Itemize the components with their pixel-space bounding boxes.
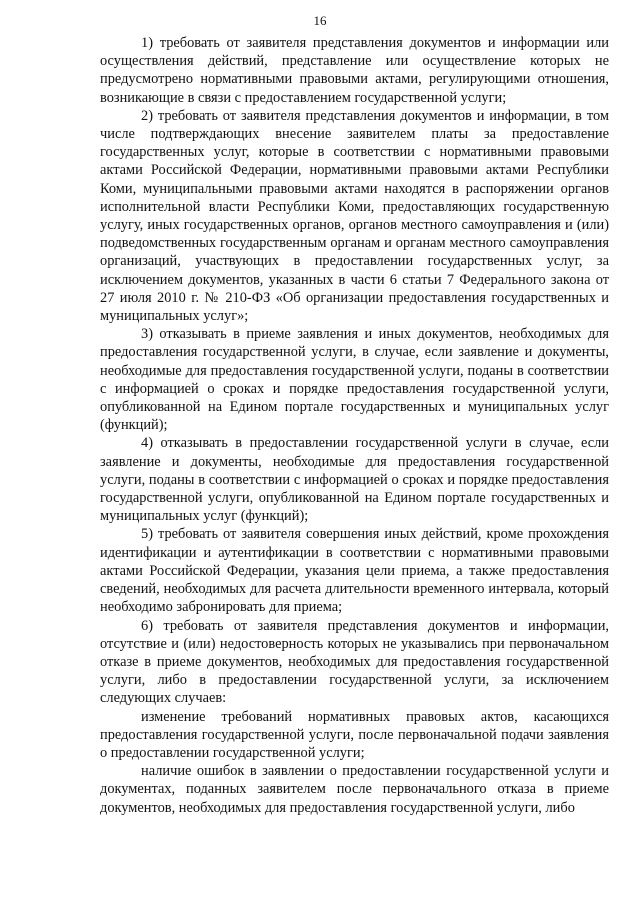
document-body (100, 34, 609, 817)
paragraph-5: 5) требовать от заявителя совершения иных действий, кроме прохождения идентификации и аутентификации в соответствии с нормативными правовыми актами Российской Федерации, указания цели приема, а также предоставления сведений, необходимых для расчета длительности временного интервала, который необходимо забронировать для приема; (100, 526, 609, 616)
paragraph-7: изменение требований нормативных правовых актов, касающихся предоставления государственной услуги, после первоначальной подачи заявления о предоставлении государственной услуги; (100, 708, 609, 761)
paragraph-8: наличие ошибок в заявлении о предоставлении государственной услуги и документах, поданных заявителем после первоначального отказа в приеме документов, необходимых для предоставления государственной услуги, либо (100, 763, 609, 816)
paragraph-2: 2) требовать от заявителя представления документов и информации, в том числе подтверждающих внесение заявителем платы за предоставление государственных услуг, которые в соответствии с нормативными правовыми актами Российской Федерации, нормативными правовыми актами Республики Коми, муниципальными правовыми актами находятся в распоряжении органов исполнительной власти Республики Коми, предоставляющих государственную услугу, иных государственных органов, органов местного самоуправления и (или) подведомственных государственным органам и органам местного самоуправления организаций, участвующих в предоставлении государственных услуг, за исключением документов, указанных в части 6 статьи 7 Федерального закона от 27 июля 2010 г. № 210-ФЗ «Об организации предоставления государственных и муниципальных услуг»; (100, 107, 609, 325)
paragraph-6: 6) требовать от заявителя представления документов и информации, отсутствие и (или) недостоверность которых не указывались при первоначальном отказе в приеме документов, необходимых для предоставления государственной услуги, либо в предоставлении государственной услуги, за исключением следующих случаев: (100, 617, 609, 707)
paragraph-4: 4) отказывать в предоставлении государственной услуги в случае, если заявление и документы, необходимые для предоставления государственной услуги, поданы в соответствии с информацией о сроках и порядке предоставления государственной услуги, опубликованной на Едином портале государственных и муниципальных услуг (функций); (100, 435, 609, 525)
paragraph-1: 1) требовать от заявителя представления документов и информации или осуществления действий, представление или осуществление которых не предусмотрено нормативными правовыми актами, регулирующими отношения, возникающие в связи с предоставлением государственной услуги; (100, 35, 609, 106)
page-number: 16 (313, 13, 327, 28)
paragraph-3: 3) отказывать в приеме заявления и иных документов, необходимых для предоставления государственной услуги, в случае, если заявление и документы, необходимые для предоставления государственной услуги, поданы в соответствии с информацией о сроках и порядке предоставления государственной услуги, опубликованной на Едином портале государственных и муниципальных услуг (функций); (100, 326, 609, 434)
